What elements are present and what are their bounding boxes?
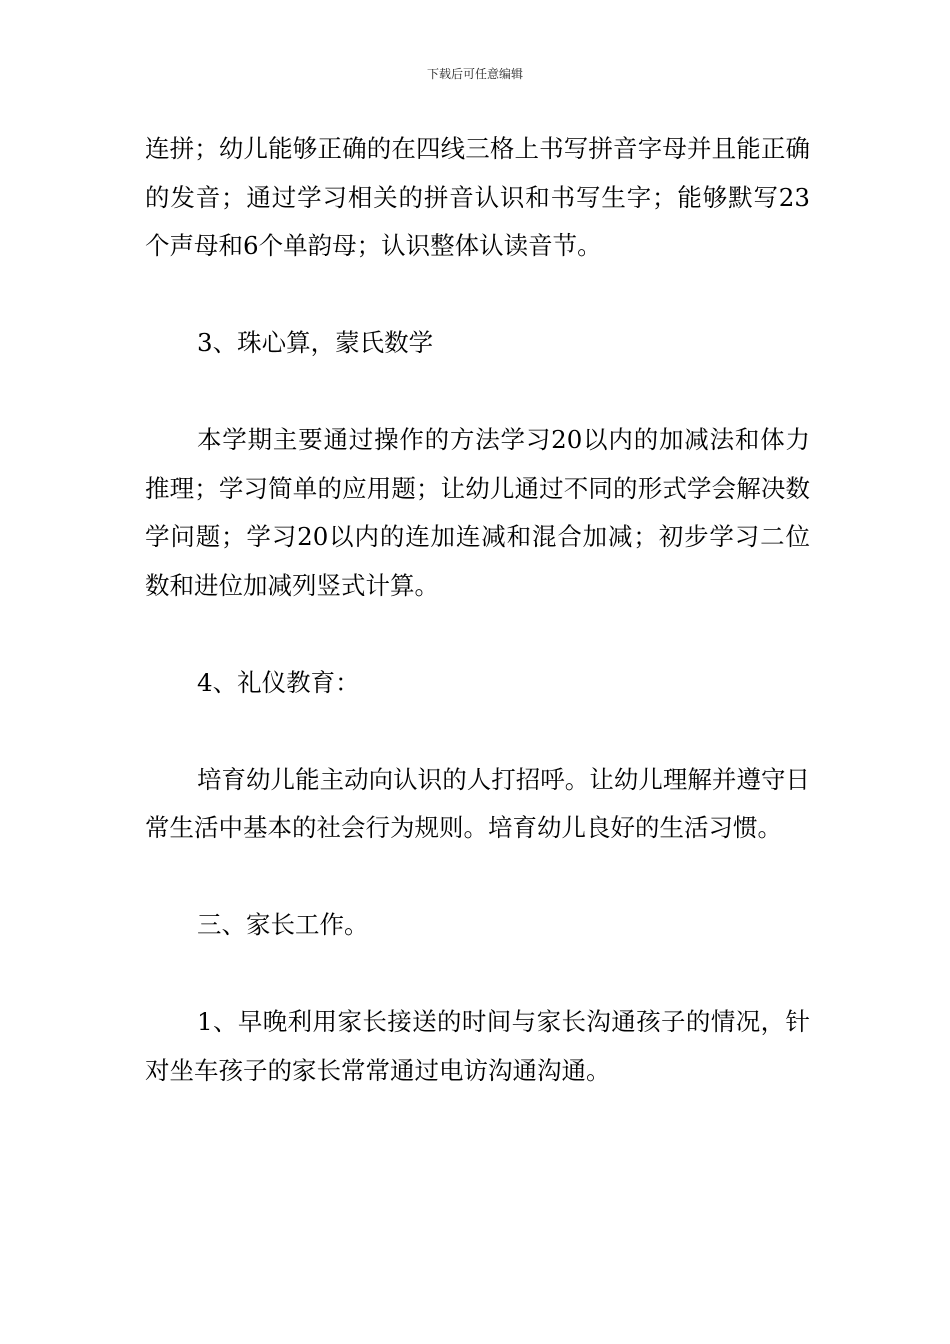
- heading-etiquette-education: 4、礼仪教育：: [197, 667, 360, 697]
- paragraph-gap: [145, 610, 810, 659]
- paragraph-gap: [145, 950, 810, 999]
- paragraph-gap: [145, 368, 810, 417]
- paragraph-math-goals: 本学期主要通过操作的方法学习20以内的加减法和体力推理；学习简单的应用题；让幼儿通过不同的形式学会解决数学问题；学习20以内的连加连减和混合加减；初步学习二位数和进位加减列竖式计算。: [145, 425, 810, 600]
- paragraph-pinyin-continued: 连拼；幼儿能够正确的在四线三格上书写拼音字母并且能正确的发音；通过学习相关的拼音认识和书写生字；能够默写23个声母和6个单韵母；认识整体认读音节。: [145, 134, 810, 260]
- heading-parent-work: 三、家长工作。: [197, 910, 369, 939]
- paragraph-gap: [145, 271, 810, 320]
- document-body: [145, 125, 810, 1095]
- paragraph-parent-communication: 1、早晚利用家长接送的时间与家长沟通孩子的情况，针对坐车孩子的家长常常通过电访沟通沟通。: [145, 1007, 810, 1085]
- heading-abacus-montessori-math: 3、珠心算，蒙氏数学: [197, 328, 434, 357]
- paragraph-etiquette-goals: 培育幼儿能主动向认识的人打招呼。让幼儿理解并遵守日常生活中基本的社会行为规则。培育幼儿良好的生活习惯。: [145, 764, 810, 842]
- paragraph-gap: [145, 707, 810, 756]
- download-editable-watermark: 下载后可任意编辑: [426, 67, 523, 81]
- paragraph-gap: [145, 853, 810, 902]
